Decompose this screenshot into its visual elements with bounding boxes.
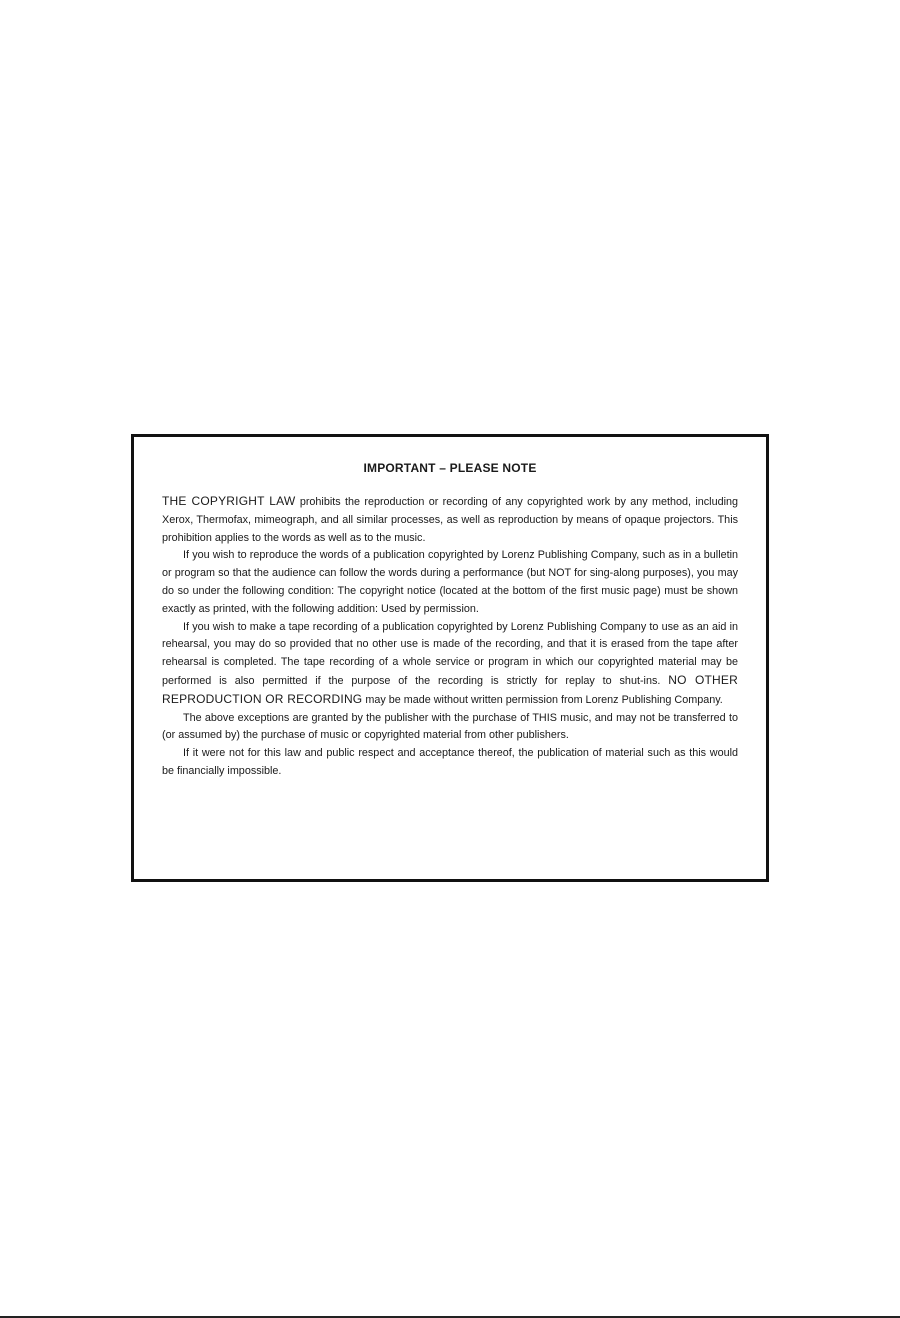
notice-paragraph-reproduce-words: If you wish to reproduce the words of a publication copyrighted by Lorenz Publishing Company, such as in a bulletin or program so that the audience can follow the words during a performance (but NOT for sing-along purposes), you may do so under the following condition: The copyright notice (located at the bottom of the first music page) must be shown exactly as printed, with the following addition: Used by permission. xyxy=(162,549,738,615)
copyright-law-lead: THE COPYRIGHT LAW xyxy=(162,494,296,508)
notice-paragraph-tape-recording xyxy=(162,619,738,710)
notice-paragraph-closing: If it were not for this law and public respect and acceptance thereof, the publication of material such as this would be financially impossible. xyxy=(162,747,738,777)
copyright-notice-box xyxy=(131,434,769,882)
copyright-law-text: prohibits the reproduction or recording of any copyrighted work by any method, including Xerox, Thermofax, mimeograph, and all similar processes, as well as reproduction by means of opaque projectors. This prohibition applies to the words as well as to the music. xyxy=(162,496,739,544)
notice-paragraph-copyright-law xyxy=(162,493,738,547)
tape-recording-text: If you wish to make a tape recording of a publication copyrighted by Lorenz Publishing Company to use as an aid in rehearsal, you may do so provided that no other use is made of the recording, and that it is erased from the tape after rehearsal is completed. The tape recording of a whole service or program in which our copyrighted material may be performed is also permitted if the purpose of the recording is strictly for replay to shut-ins. xyxy=(162,620,738,687)
notice-title: IMPORTANT – PLEASE NOTE xyxy=(363,461,537,475)
notice-paragraph-exceptions: The above exceptions are granted by the publisher with the purchase of THIS music, and may not be transferred to (or assumed by) the purchase of music or copyrighted material from other publishers. xyxy=(162,711,738,742)
no-other-reproduction-caps: NO OTHER REPRODUCTION OR RECORDING xyxy=(162,672,738,706)
tape-recording-tail: may be made without written permission from Lorenz Publishing Company. xyxy=(362,693,723,706)
